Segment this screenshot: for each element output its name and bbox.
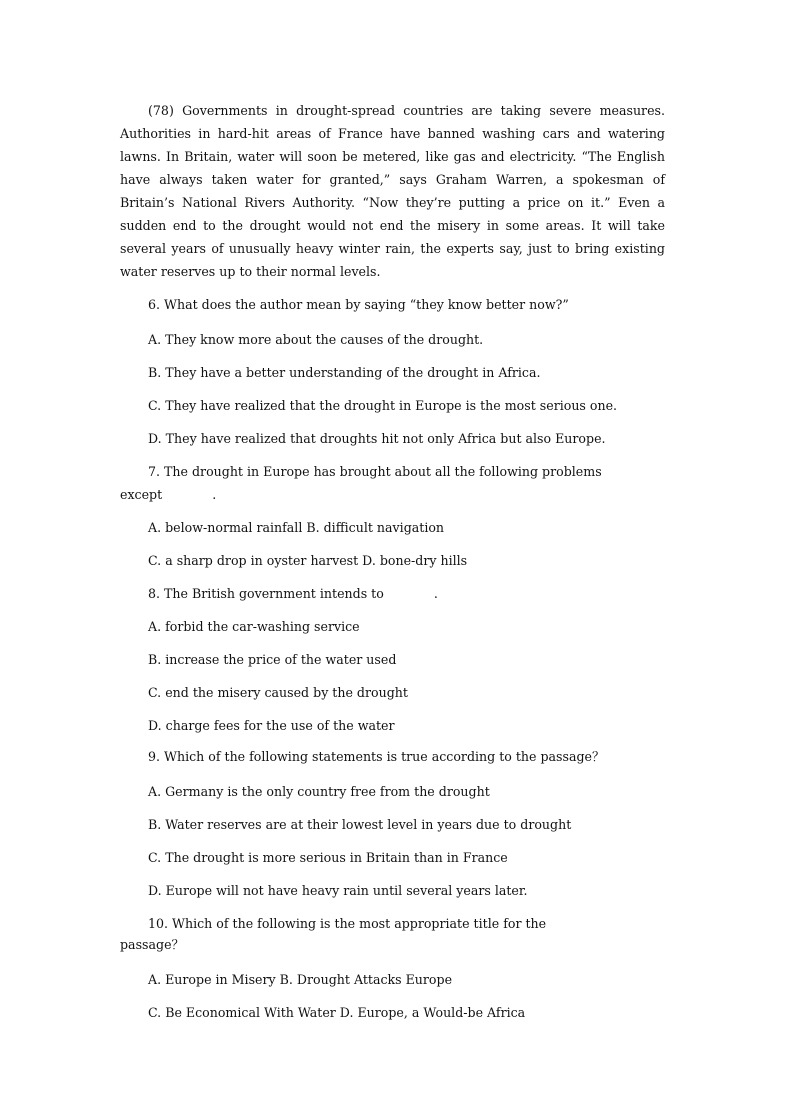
question-8-option-a: A. forbid the car-washing service bbox=[148, 619, 360, 634]
question-8-stem-end: . bbox=[433, 586, 438, 601]
question-8-stem-text: 8. The British government intends to bbox=[148, 586, 384, 601]
question-6-option-a: A. They know more about the causes of the drought. bbox=[148, 332, 484, 347]
question-10-stem-line-1: 10. Which of the following is the most appropriate title for the bbox=[148, 916, 547, 931]
question-8-option-c: C. end the misery caused by the drought bbox=[148, 685, 408, 700]
passage-paragraph bbox=[120, 99, 665, 283]
question-6-option-c: C. They have realized that the drought in Europe is the most serious one. bbox=[148, 398, 618, 413]
question-7-stem-line-2 bbox=[120, 486, 216, 504]
question-9-option-b: B. Water reserves are at their lowest level in years due to drought bbox=[148, 817, 572, 832]
question-10-stem-line-2: passage？ bbox=[120, 937, 185, 952]
question-6-option-d: D. They have realized that droughts hit not only Africa but also Europe. bbox=[148, 431, 606, 446]
question-7-except: except bbox=[120, 487, 163, 502]
question-9-stem: 9. Which of the following statements is true according to the passage？ bbox=[148, 749, 605, 764]
question-8-option-d: D. charge fees for the use of the water bbox=[148, 718, 395, 733]
question-9-option-a: A. Germany is the only country free from the drought bbox=[148, 784, 490, 799]
question-7-options-cd: C. a sharp drop in oyster harvest D. bone-dry hills bbox=[148, 553, 468, 568]
question-7-options-ab: A. below-normal rainfall B. difficult navigation bbox=[148, 520, 445, 535]
question-8-option-b: B. increase the price of the water used bbox=[148, 652, 397, 667]
passage-text: (78) Governments in drought-spread countries are taking severe measures. Authorities in hard-hit areas of France have banned washing cars and watering lawns. In Britain, water will soon be metered, like gas and electricity. “The English have always taken water for granted,” says Graham Warren, a spokesman of Britain’s National Rivers Authority. “Now they’re putting a price on it.” Even a sudden end to the drought would not end the misery in some areas. It will take several years of unusually heavy winter rain, the experts say, just to bring existing water reserves up to their normal levels. bbox=[120, 103, 665, 279]
question-10-options-cd: C. Be Economical With Water D. Europe, a Would-be Africa bbox=[148, 1005, 526, 1020]
question-7-stem-end: . bbox=[212, 487, 217, 502]
question-6-option-b: B. They have a better understanding of the drought in Africa. bbox=[148, 365, 541, 380]
question-7-stem-line-1: 7. The drought in Europe has brought about all the following problems bbox=[148, 464, 602, 479]
question-8-stem bbox=[148, 585, 438, 603]
question-10-options-ab: A. Europe in Misery B. Drought Attacks Europe bbox=[148, 972, 453, 987]
question-9-option-d: D. Europe will not have heavy rain until several years later. bbox=[148, 883, 528, 898]
question-9-option-c: C. The drought is more serious in Britain than in France bbox=[148, 850, 508, 865]
question-6-stem: 6. What does the author mean by saying “they know better now?” bbox=[148, 297, 569, 312]
